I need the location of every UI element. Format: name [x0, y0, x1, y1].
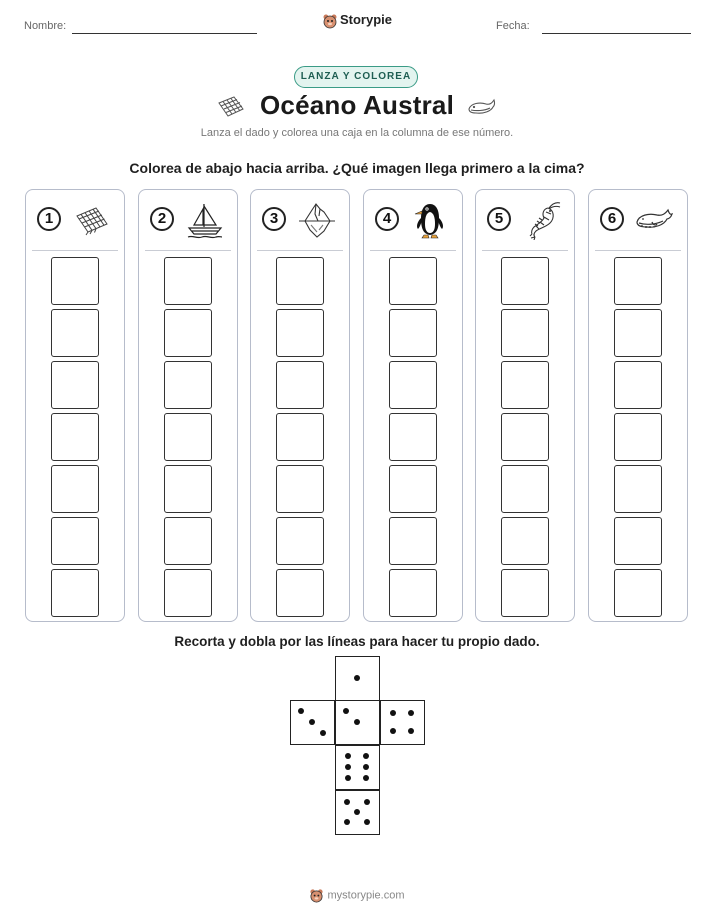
color-box[interactable] [164, 465, 212, 513]
page-title: Océano Austral [259, 90, 454, 120]
column-2 [138, 189, 238, 622]
column-3 [250, 189, 350, 622]
name-line [72, 33, 257, 34]
dice-pip [354, 675, 360, 681]
column-divider [32, 250, 118, 251]
color-box[interactable] [389, 517, 437, 565]
dice-pip [354, 719, 360, 725]
storypie-logo-icon [309, 888, 324, 903]
color-box[interactable] [501, 361, 549, 409]
dice-face-5 [335, 790, 380, 835]
dice-pip [390, 710, 396, 716]
color-box[interactable] [276, 413, 324, 461]
color-box[interactable] [389, 569, 437, 617]
dice-pip [345, 764, 351, 770]
color-box[interactable] [164, 517, 212, 565]
dice-net [290, 656, 426, 836]
dice-pip [408, 710, 414, 716]
footer-url[interactable]: mystorypie.com [327, 889, 405, 902]
color-box[interactable] [276, 569, 324, 617]
column-5 [475, 189, 575, 622]
sailboat-icon [185, 200, 225, 240]
color-box[interactable] [389, 257, 437, 305]
dice-face-2 [335, 700, 380, 745]
footer [0, 888, 714, 903]
column-divider [370, 250, 456, 251]
dice-pip [354, 809, 360, 815]
color-box[interactable] [501, 465, 549, 513]
color-box[interactable] [501, 413, 549, 461]
name-label: Nombre: [24, 20, 67, 32]
instruction: Colorea de abajo hacia arriba. ¿Qué imagen llega primero a la cima? [129, 160, 585, 176]
dice-pip [363, 764, 369, 770]
column-4 [363, 189, 463, 622]
color-box[interactable] [276, 309, 324, 357]
krill-net-icon [72, 200, 112, 240]
dice-face-3 [290, 700, 335, 745]
color-box[interactable] [614, 413, 662, 461]
column-1 [25, 189, 125, 622]
dice-face-1 [335, 656, 380, 701]
dice-pip [343, 708, 349, 714]
color-box[interactable] [389, 413, 437, 461]
color-box[interactable] [614, 517, 662, 565]
color-box[interactable] [51, 569, 99, 617]
dice-pip [363, 753, 369, 759]
color-box[interactable] [51, 517, 99, 565]
dice-face-6 [335, 745, 380, 790]
dice-pip [364, 819, 370, 825]
column-number: 5 [487, 207, 511, 231]
color-box[interactable] [614, 569, 662, 617]
color-box[interactable] [501, 309, 549, 357]
color-box[interactable] [276, 465, 324, 513]
column-divider [145, 250, 231, 251]
dice-pip [344, 799, 350, 805]
color-box[interactable] [164, 309, 212, 357]
color-box[interactable] [501, 257, 549, 305]
column-6 [588, 189, 688, 622]
penguin-icon [410, 200, 450, 240]
color-box[interactable] [51, 465, 99, 513]
cut-instruction: Recorta y dobla por las líneas para hacer tu propio dado. [174, 634, 540, 649]
color-box[interactable] [501, 517, 549, 565]
color-box[interactable] [389, 361, 437, 409]
color-box[interactable] [51, 309, 99, 357]
color-box[interactable] [614, 465, 662, 513]
subtitle: Lanza el dado y colorea una caja en la columna de ese número. [200, 127, 514, 139]
color-box[interactable] [276, 257, 324, 305]
color-box[interactable] [51, 413, 99, 461]
date-label: Fecha: [496, 20, 530, 32]
dice-pip [298, 708, 304, 714]
color-box[interactable] [164, 413, 212, 461]
color-box[interactable] [51, 361, 99, 409]
column-number: 4 [375, 207, 399, 231]
column-number: 2 [150, 207, 174, 231]
color-box[interactable] [389, 465, 437, 513]
color-box[interactable] [51, 257, 99, 305]
color-box[interactable] [164, 569, 212, 617]
activity-badge: LANZA Y COLOREA [294, 66, 418, 88]
dice-pip [344, 819, 350, 825]
column-divider [482, 250, 568, 251]
color-box[interactable] [276, 361, 324, 409]
dice-pip [408, 728, 414, 734]
dice-pip [363, 775, 369, 781]
iceberg-icon [297, 200, 337, 240]
color-box[interactable] [276, 517, 324, 565]
color-box[interactable] [501, 569, 549, 617]
column-divider [595, 250, 681, 251]
dice-face-4 [380, 700, 425, 745]
column-number: 6 [600, 207, 624, 231]
color-box[interactable] [164, 361, 212, 409]
dice-pip [309, 719, 315, 725]
whale-icon [635, 200, 675, 240]
brand-name: Storypie [339, 12, 392, 27]
dice-pip [390, 728, 396, 734]
brand [0, 12, 714, 29]
dice-pip [320, 730, 326, 736]
whale-icon [466, 95, 498, 119]
date-line [542, 33, 691, 34]
color-box[interactable] [614, 257, 662, 305]
color-box[interactable] [164, 257, 212, 305]
color-box[interactable] [389, 309, 437, 357]
color-box[interactable] [614, 361, 662, 409]
dice-pip [345, 753, 351, 759]
shrimp-icon [522, 200, 562, 240]
color-box[interactable] [614, 309, 662, 357]
storypie-logo-icon [322, 13, 338, 29]
dice-pip [345, 775, 351, 781]
column-divider [257, 250, 343, 251]
dice-pip [364, 799, 370, 805]
column-number: 1 [37, 207, 61, 231]
column-number: 3 [262, 207, 286, 231]
